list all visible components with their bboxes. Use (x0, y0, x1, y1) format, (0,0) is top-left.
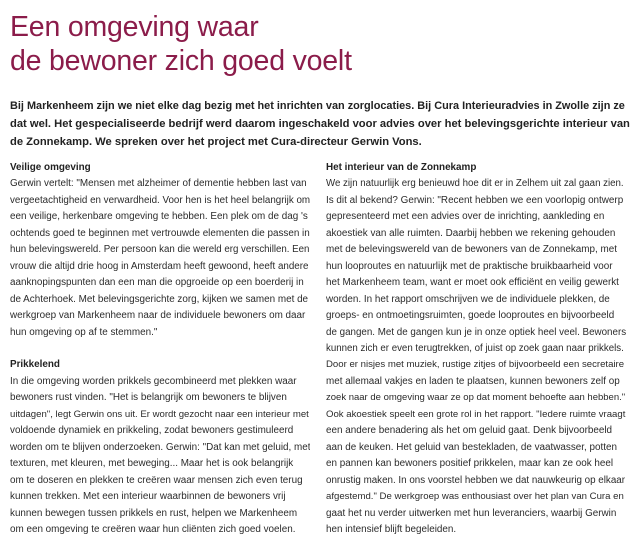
intro-line: de Zonnekamp. We spreken over het project met Cura-directeur Gerwin Vons. (10, 136, 422, 148)
text-line: voldoende dynamiek en prikkeling, zodat bewoners gestimuleerd (10, 425, 294, 437)
text-line: hun belevingswereld. Per persoon kan die wereld erg verschillen. Een (10, 244, 310, 256)
text-line: en pannen kan bewoners positief prikkelen, maar kan ze ook heel (326, 458, 614, 470)
text-line: de Achterhoek. Met belevingsgerichte zorg, kijken we samen met de (10, 293, 309, 305)
text-line: Is dit al bekend? Gerwin: "Recent hebben we een voorlopig ontwerp (326, 194, 624, 206)
section-heading-prikkelend: Prikkelend (10, 359, 60, 371)
text-line: texturen, met kleuren, met beweging... Maar het is ook belangrijk (10, 458, 294, 470)
section-heading-veilige-omgeving: Veilige omgeving (10, 162, 91, 173)
text-line: Door er nisjes met muziek, rustige zitjes of bijvoorbeeld een secretaire (326, 359, 625, 371)
text-line: vergeetachtigheid en verwardheid. Voor hen is het heel belangrijk om (10, 194, 310, 206)
text-line: hun omgeving op af te stemmen." (10, 326, 158, 338)
text-line: kunnen trekken. Met een interieur waarbinnen de bewoners vrij (10, 491, 286, 503)
title-line-2: de bewoner zich goed voelt (10, 45, 352, 77)
left-column (10, 160, 310, 538)
text-line: Gerwin vertelt: "Mensen met alzheimer of dementie hebben last van (10, 178, 307, 190)
section-heading-interieur: Het interieur van de Zonnekamp (326, 162, 477, 173)
text-line: zoek naar de omgeving waar ze op dat moment behoefte aan hebben." (326, 392, 626, 404)
text-line: een veilige, herkenbare omgeving te hebben. Een plek om de dag 's (10, 211, 308, 223)
title-line-1: Een omgeving waar (10, 11, 259, 43)
text-line: hun looproutes en natuurlijk met de praktische bruikbaarheid voor (326, 260, 613, 272)
article-intro (10, 97, 630, 151)
text-line: worden om te blijven onderzoeken. Gerwin: "Dat kan met geluid, met (10, 441, 310, 453)
text-line: een andere benadering als het om geluid gaat. Denk bijvoorbeeld (326, 425, 613, 437)
intro-line: Bij Markenheem zijn we niet elke dag bezig met het inrichten van zorglocaties. Bij Cura Interieuradvies in Zwolle zijn ze (10, 100, 625, 112)
right-column (326, 160, 626, 538)
text-line: akoestiek van alle ruimten. Daarbij hebben we rekening gehouden (326, 227, 616, 239)
text-line: om een omgeving te creëren waar hun cliënten zich goed voelen. (10, 523, 296, 535)
text-line: kunnen zich er even terugtrekken, of juist op zoek gaan naar prikkels. (326, 342, 624, 354)
text-line: worden. In het rapport omschrijven we de individuele plekken, de (326, 293, 610, 305)
text-line: vrouw die altijd drie hoog in Amsterdam heeft gewoond, heeft andere (10, 260, 309, 272)
text-line: In die omgeving worden prikkels gecombineerd met plekken waar (10, 375, 297, 387)
section-body-prikkelend (10, 374, 310, 539)
section-body-interieur (326, 176, 626, 538)
text-line: gaat het nu verder uitwerken met hun leveranciers, waarbij Gerwin (326, 507, 617, 519)
text-line: hen intensief blijft begeleiden. (326, 523, 457, 535)
text-line: bewoners rust vinden. "Het is belangrijk om bewoners te blijven (10, 392, 287, 404)
text-line: het Markenheem team, want er moet ook efficiënt en veilig gewerkt (326, 277, 619, 289)
section-body-veilige-omgeving (10, 176, 310, 341)
paragraph-spacer (10, 341, 310, 357)
text-line: met de belevingswereld van de bewoners van de Zonnekamp, met (326, 244, 617, 256)
text-line: werkgroep van Markenheem naar de individuele bewoners om daar (10, 310, 306, 322)
text-line: afgestemd." De werkgroep was enthousiast over het plan van Cura en (326, 491, 624, 503)
text-line: de gangen. Met de gangen kun je in onze optiek heel veel. Bewoners (326, 326, 626, 338)
text-line: om te doseren en plekken te creëren waar mensen zich even terug (10, 474, 303, 486)
text-line: Ook akoestiek speelt een grote rol in het rapport. "Iedere ruimte vraagt (326, 408, 626, 420)
text-line: We zijn natuurlijk erg benieuwd hoe dit er in Zelhem uit zal gaan zien. (326, 178, 624, 190)
text-line: groeps- en ontmoetingsruimten, goede looproutes en bijvoorbeeld (326, 310, 615, 322)
text-line: uitdagen", legt Gerwin ons uit. Er wordt gezocht naar een interieur met (10, 408, 309, 420)
text-line: aanknopingspunten dan een man die opgroeide op een boerderij in (10, 277, 304, 289)
text-line: ochtends goed te beginnen met vertrouwde elementen die passen in (10, 227, 310, 239)
text-line: gepresenteerd met een advies over de inrichting, aankleding en (326, 211, 605, 223)
article-title (10, 10, 630, 78)
text-line: kunnen bewegen tussen prikkels en rust, helpen we Markenheem (10, 507, 298, 519)
intro-line: dat wel. Het gespecialiseerde bedrijf werd daarom ingeschakeld voor advies over het belevingsgerichte interieur van (10, 118, 630, 130)
text-line: met allemaal vakjes en laden te plaatsen, kunnen bewoners zelf op (326, 375, 620, 387)
text-line: aan de keuken. Het geluid van bestekladen, de vaatwasser, potten (326, 441, 617, 453)
text-line: onrustig maken. In ons voorstel hebben we dat nauwkeurig op elkaar (326, 474, 625, 486)
